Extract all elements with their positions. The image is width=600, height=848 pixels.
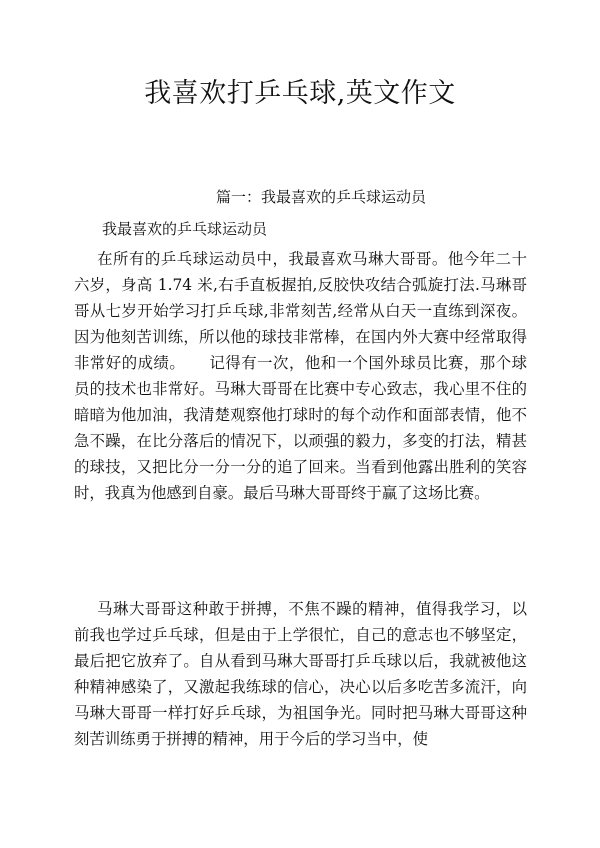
body-paragraph-2: 马琳大哥哥这种敢于拼搏，不焦不躁的精神，值得我学习，以前我也学过乒乓球，但是由于上学很忙，自己的意志也不够坚定，最后把它放弃了。自从看到马琳大哥哥打乒乓球以后，我就被他这种精神感染了，又激起我练球的信心，决心以后多吃苦多流汗，向马琳大哥哥一样打好乒乓球，为祖国争光。同时把马琳大哥哥这种刻苦训练勇于拼搏的精神，用于今后的学习当中，使	[74, 600, 527, 748]
essay-subtitle: 我最喜欢的乒乓球运动员	[102, 220, 268, 238]
section-heading: 篇一：我最喜欢的乒乓球运动员	[216, 188, 427, 206]
body-paragraph-1: 在所有的乒乓球运动员中，我最喜欢马琳大哥哥。他今年二十六岁，身高 1.74 米,右手直板握拍,反胶快攻结合弧旋打法.马琳哥哥从七岁开始学习打乒乓球,非常刻苦,经常从白天一直练到深夜。因为他刻苦训练，所以他的球技非常棒，在国内外大赛中经常取得非常好的成绩。 记得有一次，他和一个国外球员比赛，那个球员的技术也非常好。马琳大哥哥在比赛中专心致志，我心里不住的暗暗为他加油，我清楚观察他打球时的每个动作和面部表情，他不急不躁，在比分落后的情况下，以顽强的毅力，多变的打法，精甚的球技，又把比分一分一分的追了回来。当看到他露出胜利的笑容时，我真为他感到自豪。最后马琳大哥哥终于赢了这场比赛。	[74, 250, 527, 502]
document-title: 我喜欢打乒乓球,英文作文	[144, 78, 456, 109]
